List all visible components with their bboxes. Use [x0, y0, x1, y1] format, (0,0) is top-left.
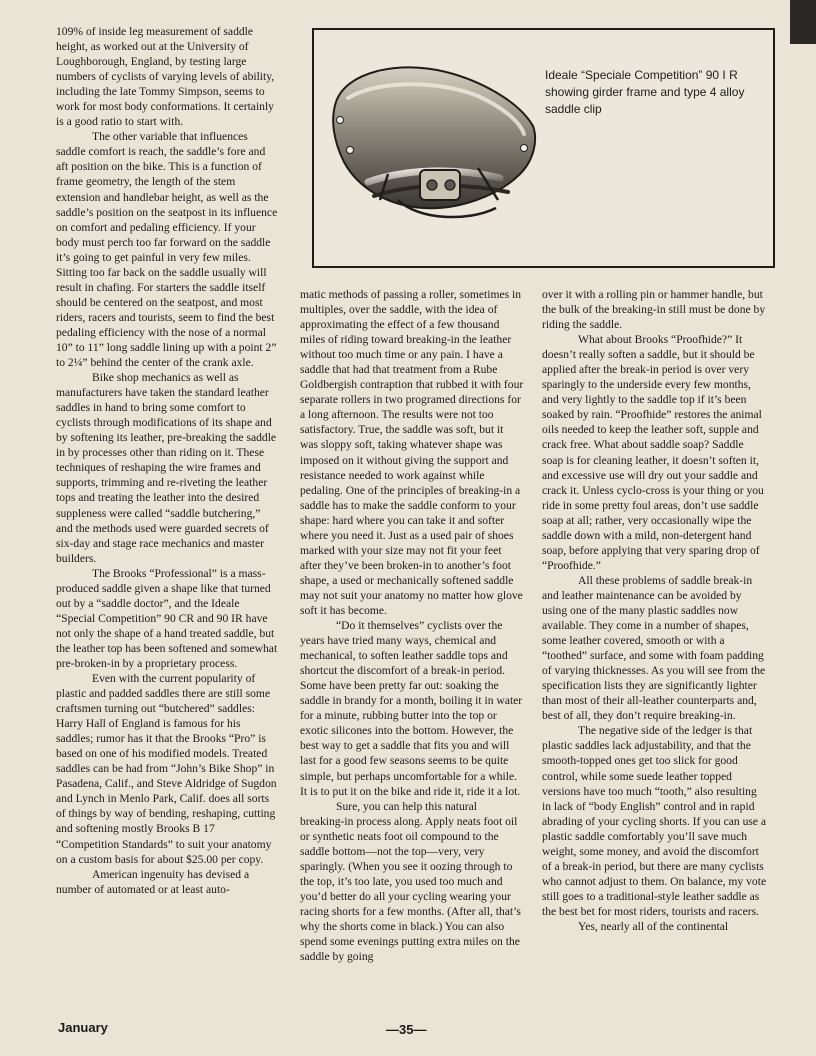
paragraph: Even with the current popularity of plastic and padded saddles there are still some craftsmen turning out “butchered” saddles: Harry Hall of England is famous for his saddles; rumor has it that the Brooks “Pro” is based on one of his modified models. Treated saddles can be had from “John’s Bike Shop” in Pasadena, Calif., and Steve Aldridge of Sugdon and Lynch in Menlo Park, Calif. does all sorts of things by way of bending, reshaping, cutting and softening mostly Brooks B 17 “Competition Standards” to suit your anatomy on a custom basis for about $25.00 per copy.	[56, 672, 277, 866]
paragraph: All these problems of saddle break-in and leather maintenance can be avoided by using one of the many plastic saddles now available. They come in a number of shapes, some leather covered, smooth or with a “toothed” surface, and some with foam padding of varying thicknesses. As you will see from the specification lists they are significantly lighter than most of their all-leather counterparts and, best of all, they don’t require breaking-in.	[542, 573, 766, 723]
paragraph: matic methods of passing a roller, sometimes in multiples, over the saddle, with the idea of approximating the effect of a few thousand miles of riding toward breaking-in the leather without too much time or any pain. I have a saddle that had that treatment from a Rube Goldbergish contraption that rubbed it with four separate rollers in two programed directions for a long afternoon. The results were not too satisfactory. True, the saddle was soft, but it was sloppy soft, taking whatever shape was imposed on it without giving the support and resistance needed to work against while pedaling. One of the principles of breaking-in a saddle has to make the saddle conform to your shape: hard where you can take it and softer where you need it. Just as a used pair of shoes marked with your size may not fit your feet after they’ve been broken-in to another’s foot shape, a used or mechanically softened saddle may not suit your anatomy no matter how glove soft it has become.	[300, 288, 524, 617]
paragraph: American ingenuity has devised a number of automated or at least auto-	[56, 867, 250, 896]
paragraph: 109% of inside leg measurement of saddle height, as worked out at the University of Loughborough, England, by testing large numbers of cyclists of varying levels of ability, including the late Tommy Simpson, seems to work for most body conformations. It certainly is a good ratio to start with.	[56, 25, 275, 129]
paragraph: What about Brooks “Proofhide?” It doesn’t really soften a saddle, but it should be applied after the break-in period is over very sparingly to the underside every few months, and very lightly to the saddle top if it’s been soaked by rain. “Proofhide” restores the animal oils needed to keep the leather soft, supple and crack free. What about saddle soap? Saddle soap is for cleaning leather, it doesn’t soften it, and excessive use will dry out your saddle and crack it. Unless cyclo-cross is your thing or you ride in some pretty foul areas, don’t use saddle soap at all; rather, very occasionally wipe the saddle down with a mild, non-detergent hand soap, before applying that very sparing drop of “Proofhide.”	[542, 333, 764, 572]
paragraph: over it with a rolling pin or hammer handle, but the bulk of the breaking-in still must be done by riding the saddle.	[542, 288, 766, 332]
text-column-1	[56, 24, 278, 897]
text-column-2	[300, 287, 524, 964]
paragraph: Yes, nearly all of the continental	[578, 919, 729, 933]
footer-month: January	[58, 1020, 108, 1035]
paragraph: “Do it themselves” cyclists over the years have tried many ways, chemical and mechanical, to soften leather saddle tops and shortcut the discomfort of a break-in period. Some have been pretty far out: soaking the saddle in brandy for a month, boiling it in water for a minute, rubbing butter into the top or exotic silicones into the bottom. However, the best way to get a saddle that fits you and will last for a good few seasons seems to be quite simple, but perhaps uncomfortable for a while. It is to put it on the bike and ride it, ride it a lot.	[300, 619, 523, 798]
paragraph: The Brooks “Professional” is a mass-produced saddle given a shape like that turned out by a “saddle doctor”, and the Ideale “Special Competition” 90 CR and 90 IR have not only the shape of a hand treated saddle, but the leather top has been softened and somewhat pre-broken-in by a proprietary process.	[56, 566, 278, 670]
text-column-3	[542, 287, 767, 934]
figure-caption: Ideale “Speciale Competition” 90 I R showing girder frame and type 4 alloy saddle clip	[545, 68, 745, 116]
saddle-illustration	[328, 50, 540, 250]
saddle-figure	[312, 28, 775, 268]
paragraph: Sure, you can help this natural breaking-in process along. Apply neats foot oil or synthetic neats foot oil compound to the saddle bottom—not the top—very, very sparingly. (When you see it oozing through to the top, it’s too late, you used too much and you’d better do all your cycling wearing your racing shorts for a few months. (After all, that’s why the shorts come in black.) You can also spend some evenings putting extra miles on the saddle by going	[300, 799, 521, 964]
paragraph: The negative side of the ledger is that plastic saddles lack adjustability, and that the smooth-topped ones get too slick for good control, while some suede leather topped versions have too much “tooth,” also resulting in lack of “body English” control and in rapid abrading of your cycling shorts. If you can use a plastic saddle comfortably you’ll save much weight, some money, and avoid the discomfort of a break-in period, but there are many cyclists who cannot adjust to them. On balance, my vote still goes to a traditional-style leather saddle as the best bet for most riders, tourists and racers.	[542, 724, 767, 918]
paragraph: The other variable that influences saddle comfort is reach, the saddle’s fore and aft position on the bike. This is a function of frame geometry, the length of the stem extension and handlebar height, as well as the saddle’s position on the seatpost in its influence on comfort and pedaling efficiency. If your body must perch too far forward on the saddle it’s going to get painful in very few miles. Sitting too far back on the saddle usually will result in chafing. For starters the saddle itself should be centered on the seatpost, and most riders, racers and tourists, seem to find the best pedaling efficiency with the nose of a normal 10” to 11” long saddle lining up with a point 2” to 2¼” behind the center of the crank axle.	[56, 130, 278, 370]
paragraph: Bike shop mechanics as well as manufacturers have taken the standard leather saddles in hand to bring some comfort to cyclists through modifications of its shape and by softening its leather, pre-breaking the saddle in by processes other than riding on it. These techniques of reshaping the wire frames and supports, trimming and re-riveting the leather tops and treating the leather into the desired suppleness were called “saddle butchering,” and the methods used were guarded secrets of six-day and stage race mechanics and master builders.	[56, 371, 277, 565]
page-corner-tab	[790, 0, 816, 44]
page-number: —35—	[386, 1022, 427, 1037]
